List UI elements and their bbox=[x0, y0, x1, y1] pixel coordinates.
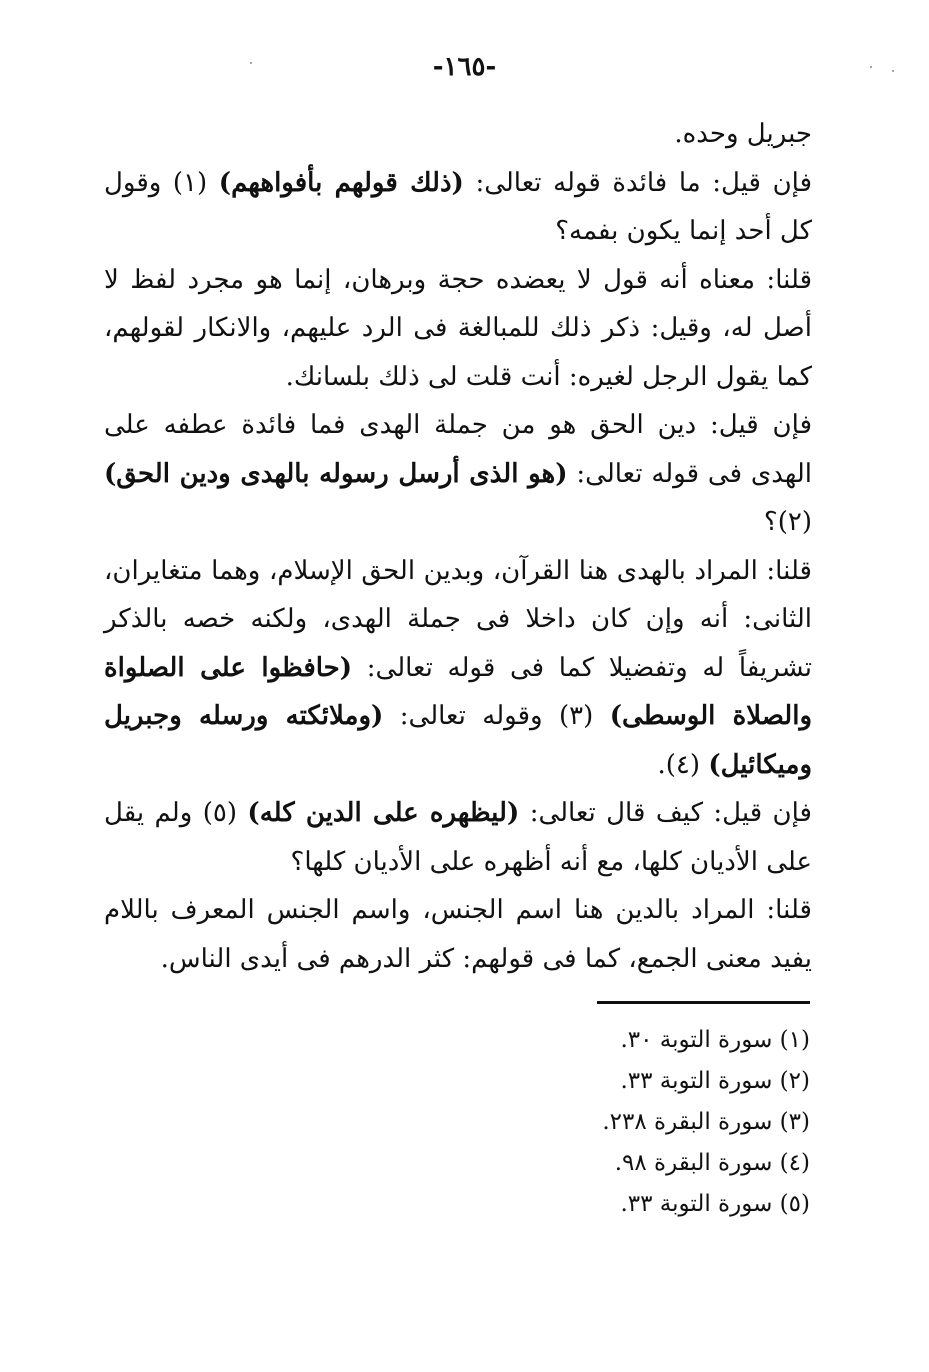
quran-quote: (حافظوا على الصلواة والصلاة الوسطى) bbox=[104, 652, 812, 731]
paragraph-3 bbox=[104, 256, 812, 402]
footnote-item: (٣) سورة البقرة ٢٣٨. bbox=[602, 1109, 810, 1135]
paragraph-2 bbox=[104, 159, 812, 256]
quran-quote: (ليظهره على الدين كله) bbox=[247, 798, 520, 828]
footnote-item: (٢) سورة التوبة ٣٣. bbox=[620, 1068, 810, 1094]
paragraph-text: جبريل وحده. bbox=[674, 119, 812, 149]
answer-text-end: (٤). bbox=[657, 749, 701, 780]
footnote-item: (٤) سورة البقرة ٩٨. bbox=[614, 1150, 810, 1176]
footnote-divider bbox=[597, 1001, 810, 1004]
footnotes-list bbox=[480, 1020, 810, 1225]
quran-quote: (ذلك قولهم بأفواههم) bbox=[218, 167, 464, 198]
question-text: فإن قيل: ما فائدة قوله تعالى: bbox=[475, 167, 813, 198]
answer-text-middle: (٣) وقوله تعالى: bbox=[399, 701, 594, 731]
paragraph-1 bbox=[104, 110, 812, 159]
footnote-item: (١) سورة التوبة ٣٠. bbox=[620, 1027, 810, 1053]
paragraph-7 bbox=[104, 886, 812, 983]
question-text-end: (١) وقول كل أحد إنما يكون بفمه؟ bbox=[104, 167, 812, 246]
page-number: -١٦٥- bbox=[432, 52, 497, 82]
question-text-end: (٢)؟ bbox=[763, 507, 812, 537]
question-text-end: (٥) ولم يقل على الأديان كلها، مع أنه أظهره على الأديان كلها؟ bbox=[104, 798, 812, 877]
question-text: فإن قيل: دين الحق هو من جملة الهدى فما فائدة عطفه على الهدى فى قوله تعالى: bbox=[104, 410, 813, 489]
paragraph-6 bbox=[104, 789, 812, 886]
question-text: فإن قيل: كيف قال تعالى: bbox=[529, 798, 812, 828]
paragraph-5 bbox=[104, 547, 812, 790]
answer-text: قلنا: المراد بالدين هنا اسم الجنس، واسم الجنس المعرف باللام يفيد معنى الجمع، كما فى قولهم: كثر الدرهم فى أيدى الناس. bbox=[104, 895, 812, 974]
quran-quote: (هو الذى أرسل رسوله بالهدى ودين الحق) bbox=[104, 458, 568, 489]
paragraph-4 bbox=[104, 401, 812, 547]
answer-text: قلنا: المراد بالهدى هنا القرآن، وبدين الحق الإسلام، وهما متغايران، الثانى: أنه وإن كان داخلا فى جملة الهدى، ولكنه خصه بالذكر تشريفاً له وتفضيلا كما فى قوله تعالى: bbox=[104, 555, 813, 683]
answer-text: قلنا: معناه أنه قول لا يعضده حجة وبرهان، إنما هو مجرد لفظ لا أصل له، وقيل: ذكر ذلك للمبالغة فى الرد عليهم، والانكار لقولهم، كما يقول الرجل لغيره: أنت قلت لى ذلك بلسانك. bbox=[104, 264, 812, 392]
footnote-item: (٥) سورة التوبة ٣٣. bbox=[620, 1191, 810, 1217]
quran-quote-2: (وملائكته ورسله وجبريل وميكائيل) bbox=[104, 701, 812, 780]
body-text bbox=[104, 110, 812, 983]
